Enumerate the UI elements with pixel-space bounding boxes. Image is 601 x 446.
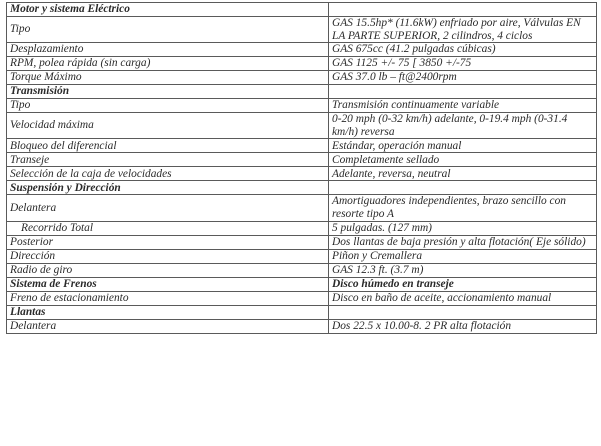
spec-value: Dos 22.5 x 10.00-8. 2 PR alta flotación [329,319,597,333]
section-heading-motor: Motor y sistema Eléctrico [7,3,329,17]
spec-value: Disco húmedo en transeje [329,277,597,291]
table-row [7,43,597,57]
table-row [7,113,597,139]
section-heading-suspension: Suspensión y Dirección [7,181,329,195]
spec-label: Recorrido Total [7,221,329,235]
spec-value: 5 pulgadas. (127 mm) [329,221,597,235]
table-row [7,139,597,153]
specifications-table [6,2,597,334]
table-row [7,57,597,71]
table-row [7,249,597,263]
spec-label: Freno de estacionamiento [7,291,329,305]
spec-label: Delantera [7,195,329,221]
spec-label: Bloqueo del diferencial [7,139,329,153]
spec-label: Desplazamiento [7,43,329,57]
spec-label: Delantera [7,319,329,333]
spec-value: Piñon y Cremallera [329,249,597,263]
table-row [7,71,597,85]
spec-label: Posterior [7,235,329,249]
spec-value: GAS 1125 +/- 75 [ 3850 +/-75 [329,57,597,71]
section-row-llantas [7,305,597,319]
spec-value: GAS 12.3 ft. (3.7 m) [329,263,597,277]
table-row [7,99,597,113]
spec-value: GAS 675cc (41.2 pulgadas cúbicas) [329,43,597,57]
spec-value: Completamente sellado [329,153,597,167]
section-heading-transmision: Transmisión [7,85,329,99]
empty-cell [329,85,597,99]
section-row-frenos [7,277,597,291]
spec-value: Disco en baño de aceite, accionamiento manual [329,291,597,305]
empty-cell [329,181,597,195]
section-row-transmision [7,85,597,99]
section-row-motor [7,3,597,17]
spec-value: Dos llantas de baja presión y alta flotación( Eje sólido) [329,235,597,249]
spec-value: Adelante, reversa, neutral [329,167,597,181]
spec-value: 0-20 mph (0-32 km/h) adelante, 0-19.4 mph (0-31.4 km/h) reversa [329,113,597,139]
spec-label: RPM, polea rápida (sin carga) [7,57,329,71]
table-row [7,319,597,333]
spec-value: Estándar, operación manual [329,139,597,153]
spec-label: Dirección [7,249,329,263]
table-row [7,291,597,305]
spec-label: Radio de giro [7,263,329,277]
spec-value: GAS 37.0 lb – ft@2400rpm [329,71,597,85]
spec-label: Velocidad máxima [7,113,329,139]
spec-label: Torque Máximo [7,71,329,85]
spec-label: Tipo [7,99,329,113]
table-row [7,221,597,235]
table-row [7,153,597,167]
spec-label: Selección de la caja de velocidades [7,167,329,181]
section-heading-frenos: Sistema de Frenos [7,277,329,291]
spec-label: Transeje [7,153,329,167]
table-row [7,235,597,249]
section-heading-llantas: Llantas [7,305,329,319]
table-row [7,195,597,221]
spec-value: GAS 15.5hp* (11.6kW) enfriado por aire, Válvulas EN LA PARTE SUPERIOR, 2 cilindros, 4 ciclos [329,17,597,43]
table-row [7,167,597,181]
empty-cell [329,3,597,17]
spec-value: Transmisión continuamente variable [329,99,597,113]
section-row-suspension [7,181,597,195]
spec-value: Amortiguadores independientes, brazo sencillo con resorte tipo A [329,195,597,221]
table-row [7,17,597,43]
table-row [7,263,597,277]
spec-label: Tipo [7,17,329,43]
empty-cell [329,305,597,319]
